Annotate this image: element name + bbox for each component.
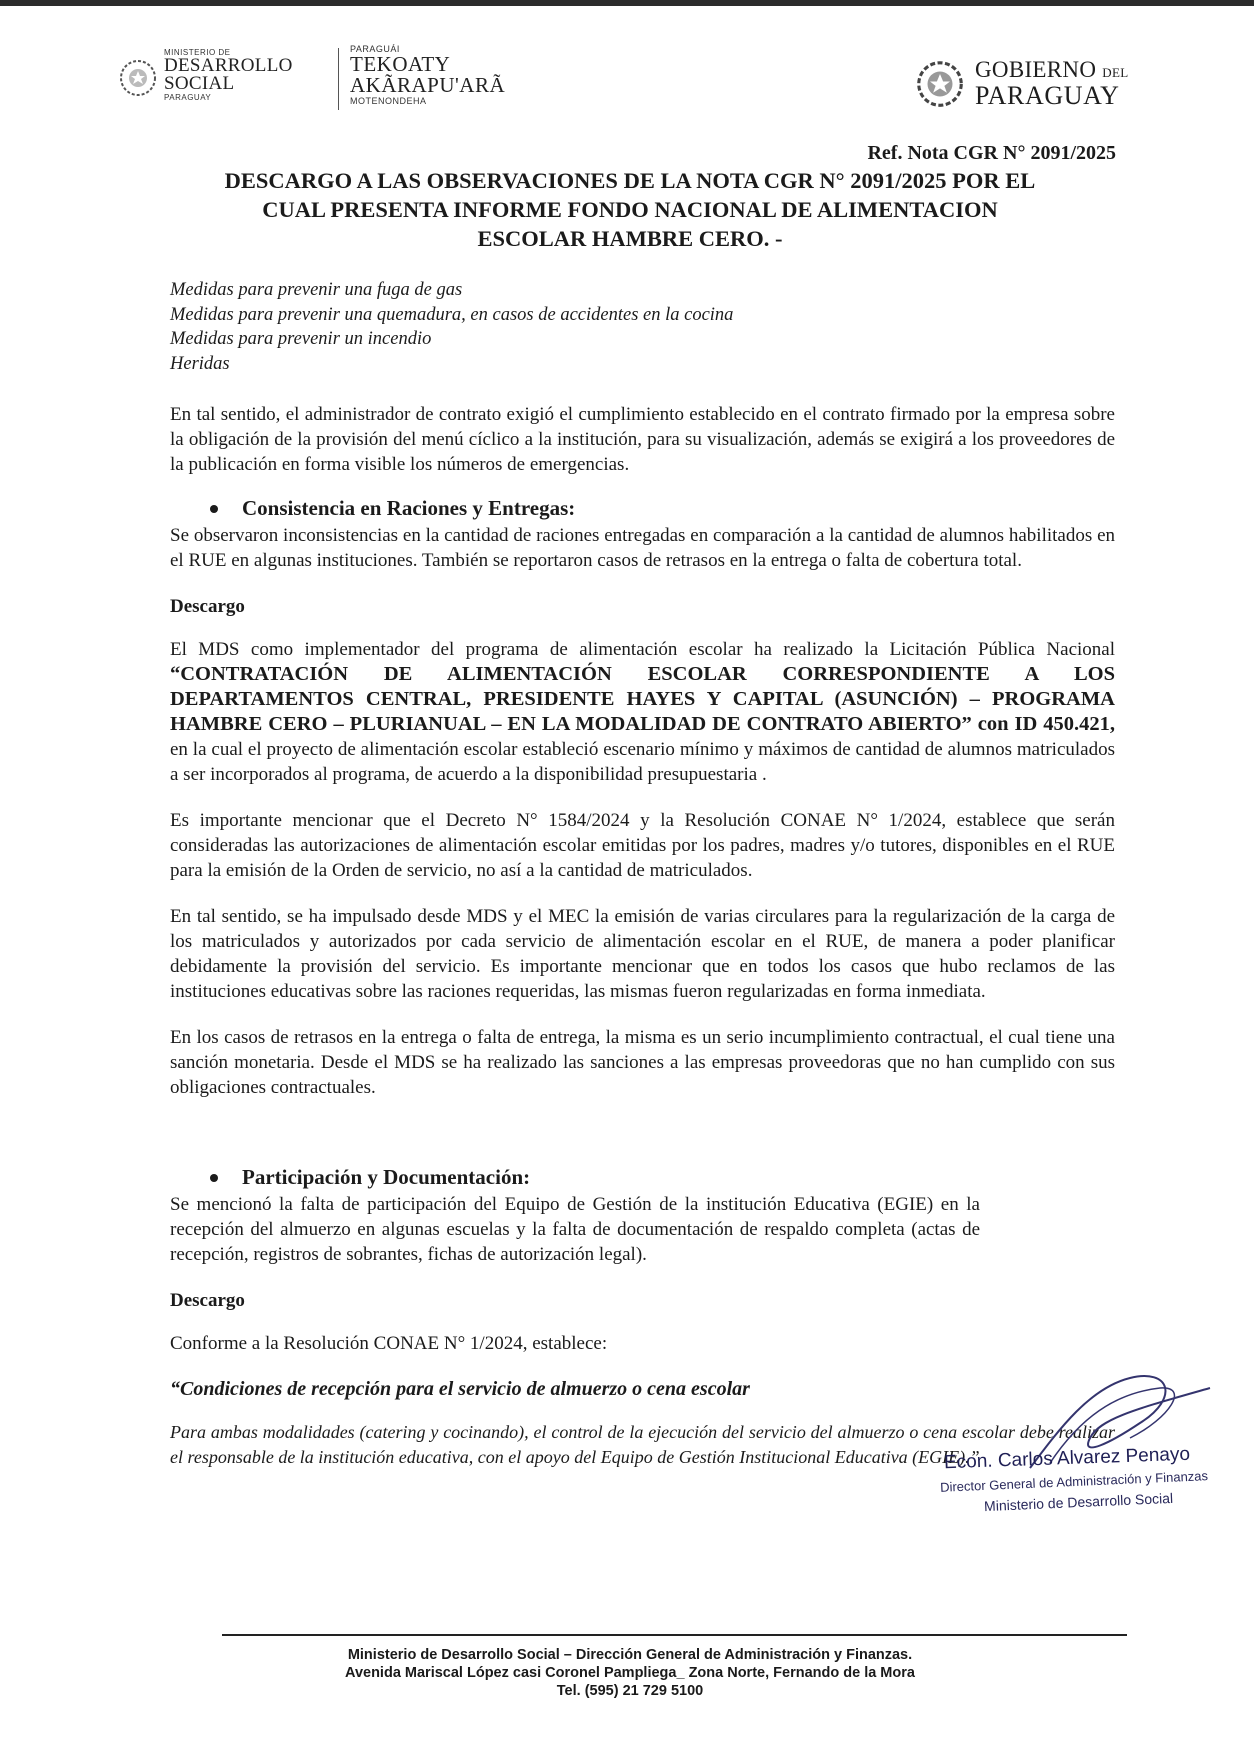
signature-organization: Ministerio de Desarrollo Social: [983, 1489, 1174, 1515]
tek-label-motenondeha: MOTENONDEHA: [350, 96, 427, 106]
bullet-icon: [210, 1174, 218, 1182]
signature-title: Director General de Administración y Finanzas: [939, 1468, 1209, 1495]
paragraph-observation-1: Se observaron inconsistencias en la cantidad de raciones entregadas en comparación a la cantidad de alumnos habilitados en el RUE en algunas instituciones. También se reportaron casos de retrasos en la entrega o falta de cobertura total.: [170, 525, 1115, 571]
paragraph-circulares: En tal sentido, se ha impulsado desde MDS y el MEC la emisión de varias circulares para la regularización de la carga de los matriculados y autorizados por cada servicio de alimentación escolar en el RUE, de manera a poder planificar debidamente la provisión del servicio. Es importante mencionar que en todos los casos que hubo reclamos de las instituciones educativas sobre las raciones requeridas, las mismas fueron regularizadas en forma inmediata.: [170, 906, 1115, 1002]
signature-name: Econ. Carlos Alvarez Penayo: [943, 1443, 1191, 1474]
licitacion-intro: El MDS como implementador del programa de alimentación escolar ha realizado la Licitación Pública Nacional: [170, 639, 1115, 660]
title-line-3: ESCOLAR HAMBRE CERO. -: [477, 226, 783, 251]
paragraph-decreto: Es importante mencionar que el Decreto N° 1584/2024 y la Resolución CONAE N° 1/2024, establece que serán consideradas las autorizaciones de alimentación escolar emitidas por los padres, madres y/o tutores, disponibles en el RUE para la emisión de la Orden de servicio, no así a la cantidad de matriculados.: [170, 810, 1115, 881]
title-line-2: CUAL PRESENTA INFORME FONDO NACIONAL DE ALIMENTACION: [262, 197, 998, 222]
list-item: Medidas para prevenir una fuga de gas: [170, 280, 463, 300]
tek-label-akarapuara: AKÃRAPU'ARÃ: [350, 73, 506, 97]
footer-divider: [222, 1634, 1127, 1636]
paragraph-licitacion: [170, 637, 1115, 787]
quote-body: Para ambas modalidades (catering y cocinando), el control de la ejecución del servicio del almuerzo o cena escolar debe realizar el responsable de la institución educativa, con el apoyo del Equipo de Gestión Institucional Educativa (EGIE).”: [170, 1422, 1115, 1467]
signature-block: [940, 1368, 1240, 1518]
top-border: [0, 0, 1254, 6]
footer-line-3: Tel. (595) 21 729 5100: [556, 1683, 704, 1699]
quote-title: “Condiciones de recepción para el servicio de almuerzo o cena escolar: [170, 1378, 750, 1400]
gob-label-paraguay: PARAGUAY: [975, 81, 1120, 110]
mds-logo: [118, 48, 328, 108]
paragraph-conforme: Conforme a la Resolución CONAE N° 1/2024, establece:: [170, 1333, 608, 1354]
list-item: Medidas para prevenir una quemadura, en casos de accidentes en la cocina: [170, 304, 734, 325]
tek-label-paraguai: PARAGUÁI: [350, 44, 400, 54]
title-line-1: DESCARGO A LAS OBSERVACIONES DE LA NOTA CGR N° 2091/2025 POR EL: [224, 168, 1036, 193]
tekoaty-logo: [350, 44, 505, 106]
measures-list: [170, 278, 1115, 376]
licitacion-detail: en la cual el proyecto de alimentación escolar estableció escenario mínimo y máximos de cantidad de alumnos matriculados a ser incorporados al programa, de acuerdo a la disponibilidad presupuestaria .: [170, 739, 1115, 785]
subheading-descargo-2: Descargo: [170, 1290, 245, 1311]
paragraph-observation-2: Se mencionó la falta de participación del Equipo de Gestión de la institución Educativa (EGIE) en la recepción del almuerzo en algunas escuelas y la falta de documentación de respaldo completa (actas de recepción, registros de sobrantes, fichas de autorización legal).: [170, 1194, 980, 1265]
document-body: [170, 278, 1115, 1470]
subheading-descargo-1: Descargo: [170, 596, 245, 617]
footer: [150, 1646, 1110, 1700]
tek-label-tekoaty: TEKOATY: [350, 52, 451, 76]
list-item: Medidas para prevenir un incendio: [170, 329, 432, 349]
mds-label-paraguay: PARAGUAY: [164, 93, 212, 102]
gobierno-logo: [915, 55, 1145, 111]
section-heading-text: Consistencia en Raciones y Entregas:: [242, 496, 576, 520]
mds-seal-icon: [118, 58, 158, 98]
section-heading-participacion: [210, 1165, 1115, 1190]
bullet-icon: [210, 505, 218, 513]
licitacion-title: “CONTRATACIÓN DE ALIMENTACIÓN ESCOLAR CORRESPONDIENTE A LOS DEPARTAMENTOS CENTRAL, PRESIDENTE HAYES Y CAPITAL (ASUNCIÓN) – PROGRAMA HAMBRE CERO – PLURIANUAL – EN LA MODALIDAD DE CONTRATO ABIERTO” con ID 450.421,: [170, 663, 1115, 735]
gob-label-del: DEL: [1102, 65, 1129, 80]
mds-label-social: SOCIAL: [164, 73, 235, 94]
footer-line-1: Ministerio de Desarrollo Social – Dirección General de Administración y Finanzas.: [347, 1647, 913, 1663]
gobierno-seal-icon: [915, 59, 965, 109]
section-heading-text: Participación y Documentación:: [242, 1165, 531, 1189]
header-divider: [338, 48, 339, 110]
reference-number: Ref. Nota CGR N° 2091/2025: [867, 142, 1116, 164]
mds-label-ministerio: MINISTERIO DE: [164, 48, 231, 57]
paragraph-administrator: En tal sentido, el administrador de contrato exigió el cumplimiento establecido en el contrato firmado por la empresa sobre la obligación de la provisión del menú cíclico a la institución, para su visualización, además se exigirá a los proveedores de la publicación en forma visible los números de emergencias.: [170, 404, 1115, 475]
footer-line-2: Avenida Mariscal López casi Coronel Pampliega_ Zona Norte, Fernando de la Mora: [345, 1665, 915, 1681]
gob-label-gobierno: GOBIERNO: [975, 57, 1097, 82]
mds-label-desarrollo: DESARROLLO: [164, 55, 293, 76]
section-heading-consistencia: [210, 496, 1115, 521]
paragraph-retrasos: En los casos de retrasos en la entrega o falta de entrega, la misma es un serio incumplimiento contractual, el cual tiene una sanción monetaria. Desde el MDS se ha realizado las sanciones a las empresas proveedoras que no han cumplido con sus obligaciones contractuales.: [170, 1027, 1115, 1098]
document-title: [150, 166, 1110, 253]
list-item: Heridas: [170, 353, 230, 374]
